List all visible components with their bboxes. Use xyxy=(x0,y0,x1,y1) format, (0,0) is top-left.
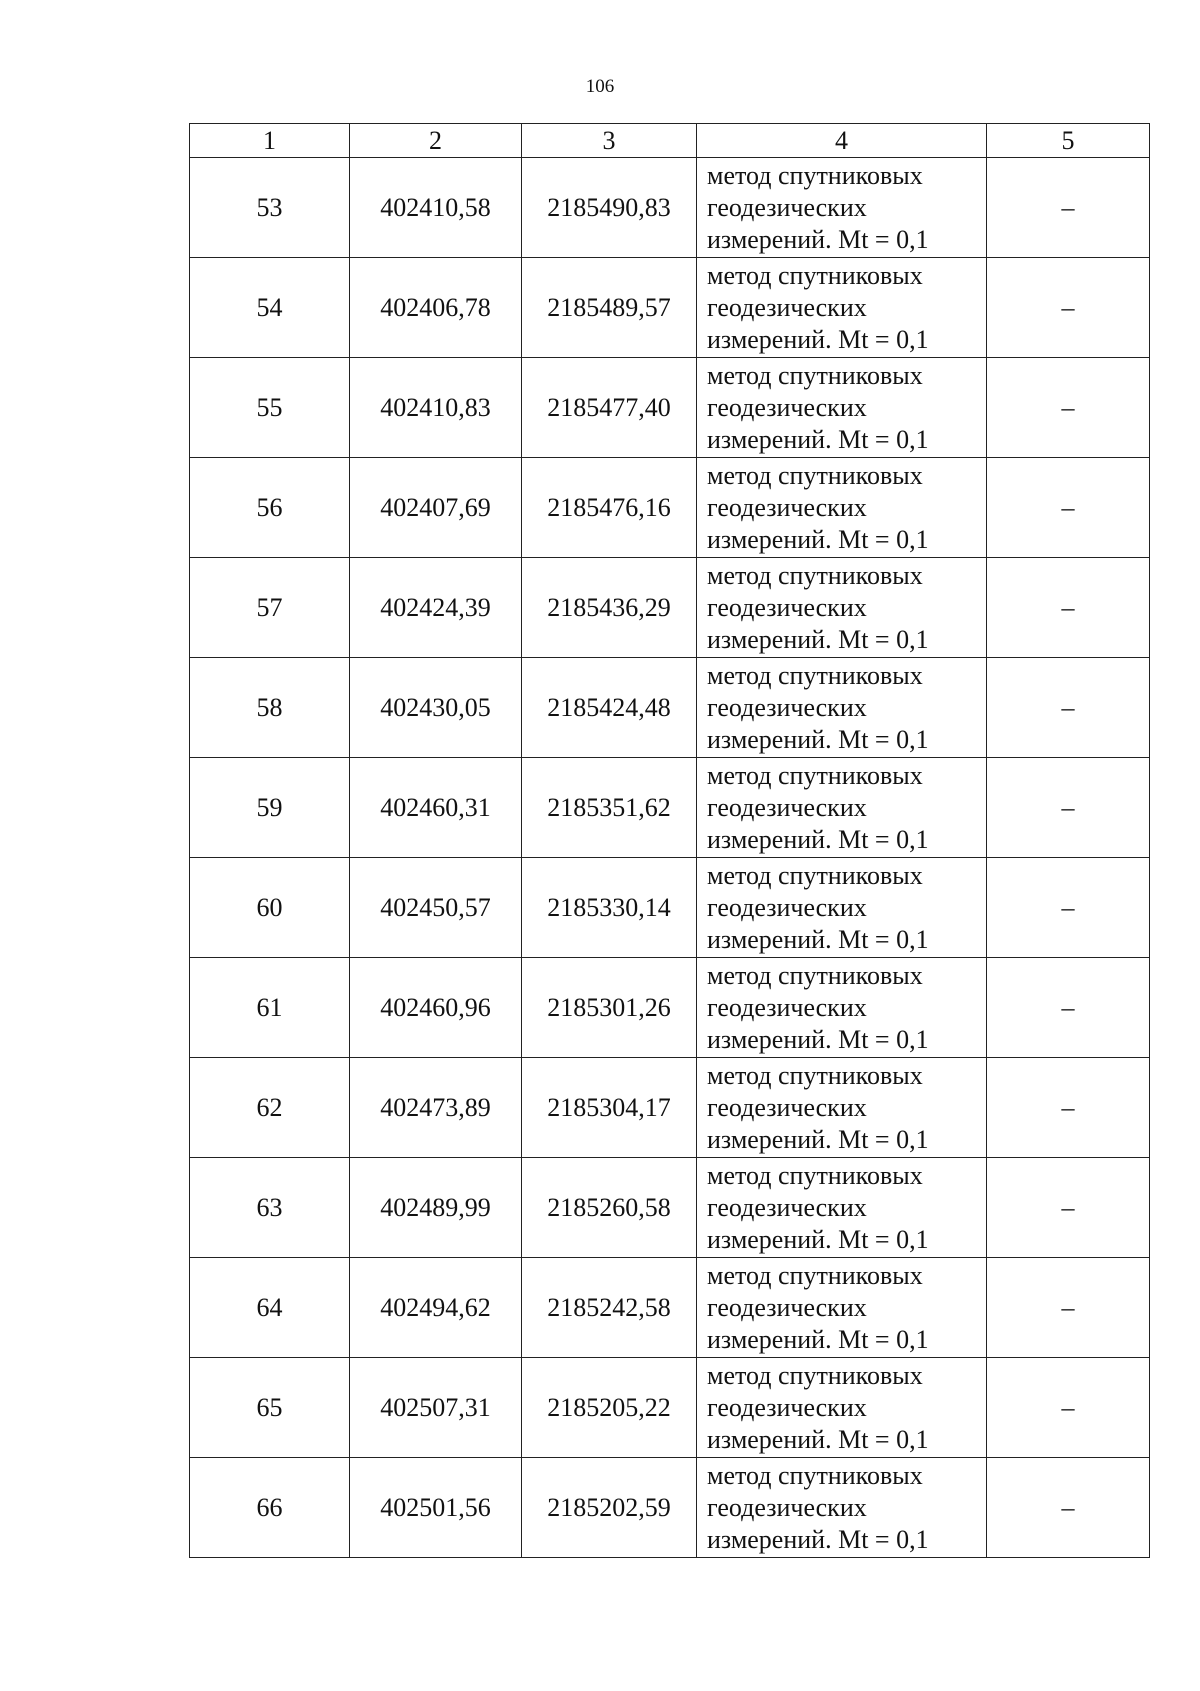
method-text-line: измерений. Mt = 0,1 xyxy=(707,424,929,454)
table-row xyxy=(190,558,1150,658)
table-body xyxy=(190,158,1150,1558)
point-number-cell: 54 xyxy=(190,258,350,358)
y-coordinate-cell: 2185304,17 xyxy=(522,1058,697,1158)
column-5-cell: – xyxy=(987,358,1150,458)
x-coordinate-cell: 402473,89 xyxy=(350,1058,522,1158)
x-coordinate-cell: 402494,62 xyxy=(350,1258,522,1358)
method-text-line: метод спутниковых xyxy=(707,560,923,590)
x-coordinate-cell: 402410,83 xyxy=(350,358,522,458)
column-5-cell: – xyxy=(987,958,1150,1058)
method-text-line: измерений. Mt = 0,1 xyxy=(707,1024,929,1054)
method-text-line: метод спутниковых xyxy=(707,760,923,790)
y-coordinate-cell: 2185330,14 xyxy=(522,858,697,958)
method-text-line: метод спутниковых xyxy=(707,460,923,490)
point-number-cell: 55 xyxy=(190,358,350,458)
method-text-line: метод спутниковых xyxy=(707,860,923,890)
point-number-cell: 62 xyxy=(190,1058,350,1158)
y-coordinate-cell: 2185202,59 xyxy=(522,1458,697,1558)
point-number-cell: 60 xyxy=(190,858,350,958)
method-text-line: метод спутниковых xyxy=(707,360,923,390)
method-cell xyxy=(697,958,987,1058)
table-row xyxy=(190,1458,1150,1558)
method-text-line: метод спутниковых xyxy=(707,160,923,190)
method-text-line: измерений. Mt = 0,1 xyxy=(707,724,929,754)
method-text-line: измерений. Mt = 0,1 xyxy=(707,1224,929,1254)
column-header-4: 4 xyxy=(697,124,987,158)
table-row xyxy=(190,1258,1150,1358)
x-coordinate-cell: 402501,56 xyxy=(350,1458,522,1558)
column-5-cell: – xyxy=(987,558,1150,658)
method-text-line: измерений. Mt = 0,1 xyxy=(707,224,929,254)
column-5-cell: – xyxy=(987,458,1150,558)
point-number-cell: 66 xyxy=(190,1458,350,1558)
method-text-line: метод спутниковых xyxy=(707,1260,923,1290)
method-cell xyxy=(697,1258,987,1358)
method-text-line: метод спутниковых xyxy=(707,1460,923,1490)
y-coordinate-cell: 2185477,40 xyxy=(522,358,697,458)
point-number-cell: 61 xyxy=(190,958,350,1058)
method-cell xyxy=(697,1458,987,1558)
method-cell xyxy=(697,658,987,758)
y-coordinate-cell: 2185260,58 xyxy=(522,1158,697,1258)
method-text-line: геодезических xyxy=(707,1192,867,1222)
x-coordinate-cell: 402450,57 xyxy=(350,858,522,958)
point-number-cell: 56 xyxy=(190,458,350,558)
x-coordinate-cell: 402407,69 xyxy=(350,458,522,558)
method-text-line: геодезических xyxy=(707,892,867,922)
x-coordinate-cell: 402489,99 xyxy=(350,1158,522,1258)
table-row xyxy=(190,1058,1150,1158)
column-header-3: 3 xyxy=(522,124,697,158)
x-coordinate-cell: 402406,78 xyxy=(350,258,522,358)
y-coordinate-cell: 2185476,16 xyxy=(522,458,697,558)
point-number-cell: 63 xyxy=(190,1158,350,1258)
method-text-line: измерений. Mt = 0,1 xyxy=(707,1524,929,1554)
table-row xyxy=(190,758,1150,858)
method-text-line: геодезических xyxy=(707,192,867,222)
column-5-cell: – xyxy=(987,658,1150,758)
x-coordinate-cell: 402424,39 xyxy=(350,558,522,658)
method-text-line: метод спутниковых xyxy=(707,260,923,290)
y-coordinate-cell: 2185242,58 xyxy=(522,1258,697,1358)
method-text-line: измерений. Mt = 0,1 xyxy=(707,1424,929,1454)
method-cell xyxy=(697,1358,987,1458)
method-cell xyxy=(697,758,987,858)
table-row xyxy=(190,858,1150,958)
method-cell xyxy=(697,1158,987,1258)
method-text-line: измерений. Mt = 0,1 xyxy=(707,1324,929,1354)
method-text-line: измерений. Mt = 0,1 xyxy=(707,624,929,654)
column-5-cell: – xyxy=(987,758,1150,858)
method-text-line: метод спутниковых xyxy=(707,1060,923,1090)
method-text-line: геодезических xyxy=(707,692,867,722)
table-row xyxy=(190,1158,1150,1258)
method-text-line: измерений. Mt = 0,1 xyxy=(707,524,929,554)
method-text-line: геодезических xyxy=(707,992,867,1022)
method-text-line: метод спутниковых xyxy=(707,960,923,990)
y-coordinate-cell: 2185424,48 xyxy=(522,658,697,758)
column-5-cell: – xyxy=(987,1458,1150,1558)
method-text-line: измерений. Mt = 0,1 xyxy=(707,824,929,854)
point-number-cell: 59 xyxy=(190,758,350,858)
method-text-line: измерений. Mt = 0,1 xyxy=(707,924,929,954)
point-number-cell: 58 xyxy=(190,658,350,758)
x-coordinate-cell: 402460,31 xyxy=(350,758,522,858)
coordinates-table xyxy=(189,123,1150,1558)
table-row xyxy=(190,1358,1150,1458)
method-text-line: метод спутниковых xyxy=(707,660,923,690)
method-text-line: геодезических xyxy=(707,1392,867,1422)
method-cell xyxy=(697,358,987,458)
point-number-cell: 57 xyxy=(190,558,350,658)
column-5-cell: – xyxy=(987,258,1150,358)
method-cell xyxy=(697,258,987,358)
method-text-line: геодезических xyxy=(707,792,867,822)
method-text-line: измерений. Mt = 0,1 xyxy=(707,1124,929,1154)
table-row xyxy=(190,258,1150,358)
column-header-5: 5 xyxy=(987,124,1150,158)
column-5-cell: – xyxy=(987,1358,1150,1458)
table-row xyxy=(190,658,1150,758)
table-row xyxy=(190,458,1150,558)
column-5-cell: – xyxy=(987,1058,1150,1158)
page-number: 106 xyxy=(585,76,615,97)
y-coordinate-cell: 2185489,57 xyxy=(522,258,697,358)
x-coordinate-cell: 402507,31 xyxy=(350,1358,522,1458)
method-text-line: геодезических xyxy=(707,1492,867,1522)
table-row xyxy=(190,358,1150,458)
y-coordinate-cell: 2185205,22 xyxy=(522,1358,697,1458)
method-cell xyxy=(697,158,987,258)
method-text-line: геодезических xyxy=(707,1092,867,1122)
method-text-line: геодезических xyxy=(707,492,867,522)
method-cell xyxy=(697,458,987,558)
x-coordinate-cell: 402460,96 xyxy=(350,958,522,1058)
method-cell xyxy=(697,558,987,658)
column-header-1: 1 xyxy=(190,124,350,158)
x-coordinate-cell: 402430,05 xyxy=(350,658,522,758)
table-row xyxy=(190,958,1150,1058)
point-number-cell: 65 xyxy=(190,1358,350,1458)
column-5-cell: – xyxy=(987,1258,1150,1358)
table-header-row xyxy=(190,124,1150,158)
method-text-line: геодезических xyxy=(707,292,867,322)
y-coordinate-cell: 2185301,26 xyxy=(522,958,697,1058)
method-text-line: геодезических xyxy=(707,592,867,622)
column-5-cell: – xyxy=(987,158,1150,258)
y-coordinate-cell: 2185351,62 xyxy=(522,758,697,858)
table-row xyxy=(190,158,1150,258)
method-cell xyxy=(697,1058,987,1158)
column-5-cell: – xyxy=(987,1158,1150,1258)
x-coordinate-cell: 402410,58 xyxy=(350,158,522,258)
y-coordinate-cell: 2185490,83 xyxy=(522,158,697,258)
method-text-line: метод спутниковых xyxy=(707,1160,923,1190)
point-number-cell: 64 xyxy=(190,1258,350,1358)
method-text-line: метод спутниковых xyxy=(707,1360,923,1390)
point-number-cell: 53 xyxy=(190,158,350,258)
y-coordinate-cell: 2185436,29 xyxy=(522,558,697,658)
column-5-cell: – xyxy=(987,858,1150,958)
method-text-line: измерений. Mt = 0,1 xyxy=(707,324,929,354)
method-text-line: геодезических xyxy=(707,392,867,422)
method-cell xyxy=(697,858,987,958)
column-header-2: 2 xyxy=(350,124,522,158)
method-text-line: геодезических xyxy=(707,1292,867,1322)
